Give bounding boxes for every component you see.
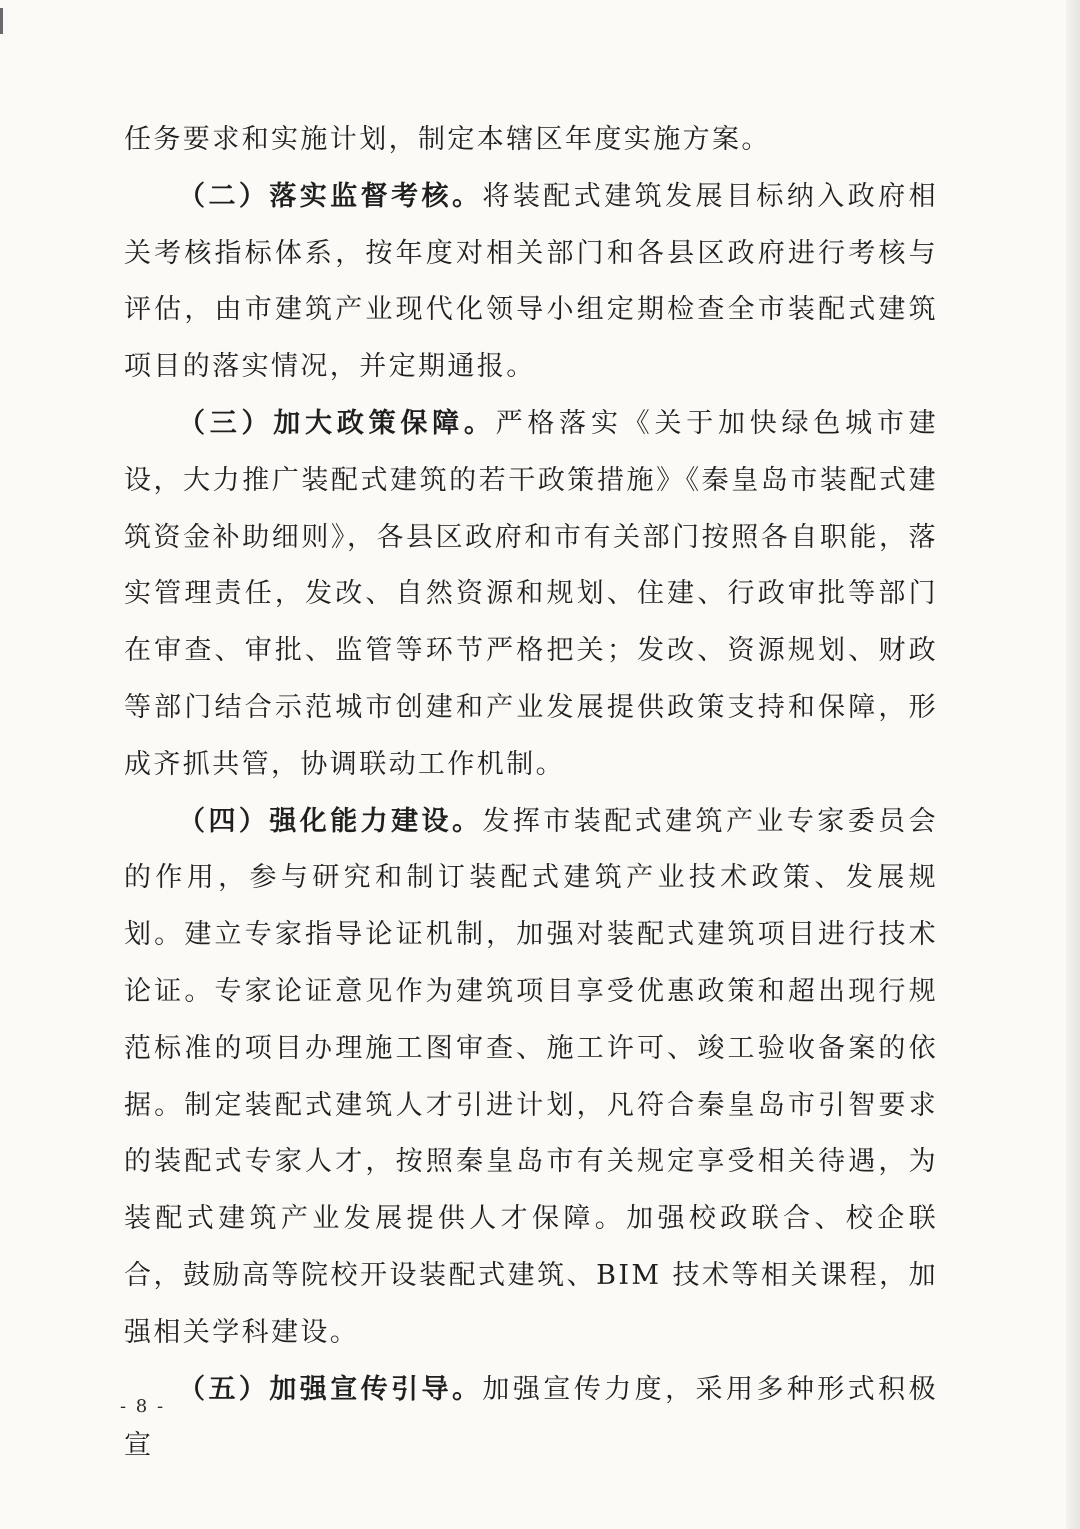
paragraph-policy bbox=[124, 396, 938, 794]
page-edge-shadow bbox=[1066, 0, 1080, 1529]
paragraph-text: 严格落实《关于加快绿色城市建设，大力推广装配式建筑的若干政策措施》《秦皇岛市装配式建筑资金补助细则》，各县区政府和市有关部门按照各自职能，落实管理责任，发改、自然资源和规划、住建、行政审批等部门在审查、审批、监管等环节严格把关；发改、资源规划、财政等部门结合示范城市创建和产业发展提供政策支持和保障，形成齐抓共管，协调联动工作机制。 bbox=[124, 407, 938, 780]
paragraph-text: 将装配式建筑发展目标纳入政府相关考核指标体系，按年度对相关部门和各县区政府进行考核与评估，由市建筑产业现代化领导小组定期检查全市装配式建筑项目的落实情况，并定期通报。 bbox=[124, 180, 939, 383]
section-heading: （四）强化能力建设。 bbox=[178, 805, 483, 837]
paragraph-text: 发挥市装配式建筑产业专家委员会的作用，参与研究和制订装配式建筑产业技术政策、发展规划。建立专家指导论证机制，加强对装配式建筑项目进行技术论证。专家论证意见作为建筑项目享受优惠政策和超出现行规范标准的项目办理施工图审查、施工许可、竣工验收备案的依据。制定装配式建筑人才引进计划，凡符合秦皇岛市引智要求的装配式专家人才，按照秦皇岛市有关规定享受相关待遇，为装配式建筑产业发展提供人才保障。加强校政联合、校企联合，鼓励高等院校开设装配式建筑、BIM 技术等相关课程，加强相关学科建设。 bbox=[124, 805, 939, 1348]
section-heading: （三）加大政策保障。 bbox=[178, 407, 496, 439]
paragraph-supervision bbox=[124, 169, 938, 396]
section-heading: （二）落实监督考核。 bbox=[178, 180, 483, 212]
document-body bbox=[124, 112, 938, 1475]
section-heading: （五）加强宣传引导。 bbox=[178, 1373, 483, 1405]
paragraph-text: 加强宣传力度，采用多种形式积极宣 bbox=[124, 1373, 939, 1462]
paragraph-capacity bbox=[124, 794, 938, 1362]
page-number: - 8 - bbox=[120, 1396, 166, 1417]
scan-edge-mark bbox=[0, 8, 3, 34]
paragraph-text: 任务要求和实施计划，制定本辖区年度实施方案。 bbox=[124, 124, 771, 155]
paragraph-continuation bbox=[124, 112, 938, 169]
paragraph-publicity bbox=[124, 1362, 938, 1476]
